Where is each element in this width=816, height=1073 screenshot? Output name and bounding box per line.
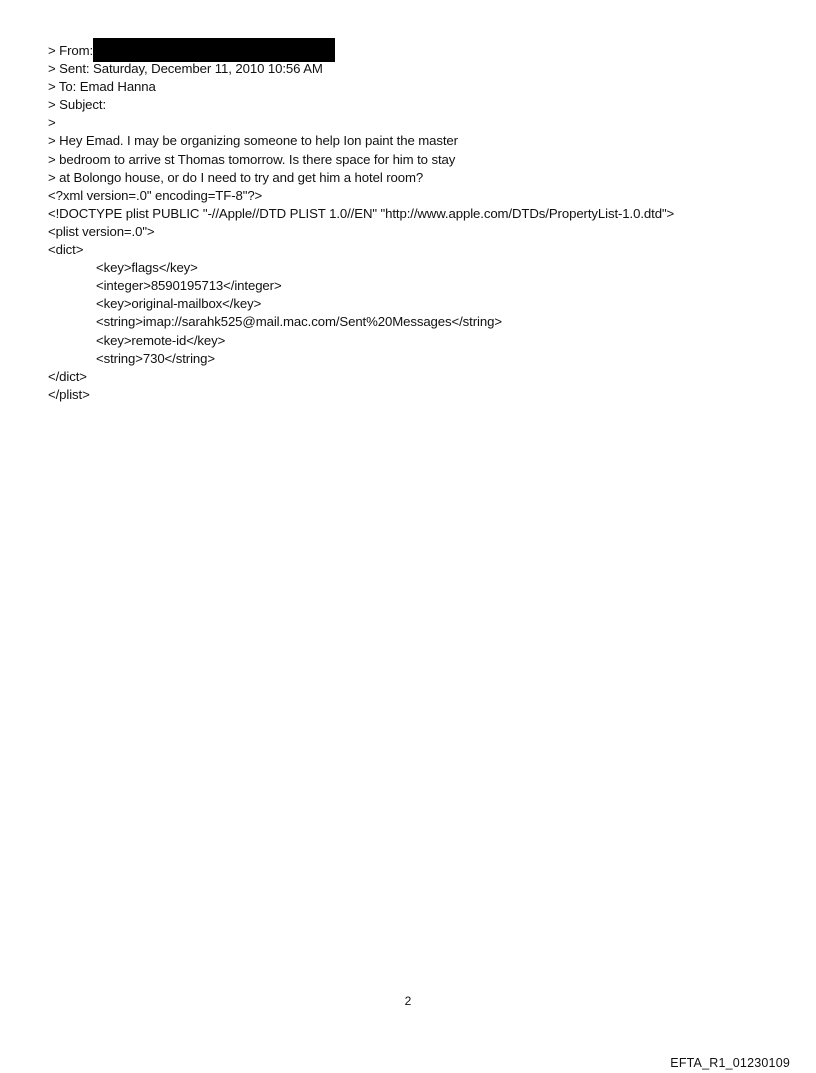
email-to-line: > To: Emad Hanna <box>48 79 156 95</box>
email-blank-quote-line: > <box>48 115 56 131</box>
bates-number: EFTA_R1_01230109 <box>670 1056 790 1070</box>
plist-entry: <string>730</string> <box>96 350 215 366</box>
from-label: > From: <box>48 43 94 58</box>
email-from-line <box>48 42 788 60</box>
page-number: 2 <box>404 994 412 1008</box>
plist-entry: <string>imap://sarahk525@mail.mac.com/Sent%20Messages</string> <box>96 314 502 330</box>
email-body-line: > at Bolongo house, or do I need to try and get him a hotel room? <box>48 169 424 185</box>
plist-close-tag: </plist> <box>48 386 90 402</box>
plist-entry: <integer>8590195713</integer> <box>96 278 282 294</box>
email-sent-line: > Sent: Saturday, December 11, 2010 10:56 AM <box>48 61 323 77</box>
plist-open-tag: <plist version=.0"> <box>48 223 155 239</box>
dict-open-tag: <dict> <box>48 242 84 258</box>
plist-entry: <key>remote-id</key> <box>96 332 226 348</box>
plist-xml-declaration: <?xml version=.0" encoding=TF-8"?> <box>48 187 263 203</box>
dict-close-tag: </dict> <box>48 368 87 384</box>
plist-doctype: <!DOCTYPE plist PUBLIC "-//Apple//DTD PLIST 1.0//EN" "http://www.apple.com/DTDs/PropertyList-1.0.dtd"> <box>48 205 675 221</box>
plist-entry: <key>flags</key> <box>96 260 198 276</box>
email-body-line: > Hey Emad. I may be organizing someone to help Ion paint the master <box>48 133 458 149</box>
document-body <box>48 42 788 404</box>
email-body-line: > bedroom to arrive st Thomas tomorrow. Is there space for him to stay <box>48 151 456 167</box>
email-subject-line: > Subject: <box>48 97 107 113</box>
redaction-bar <box>93 38 335 62</box>
plist-entry: <key>original-mailbox</key> <box>96 296 262 312</box>
